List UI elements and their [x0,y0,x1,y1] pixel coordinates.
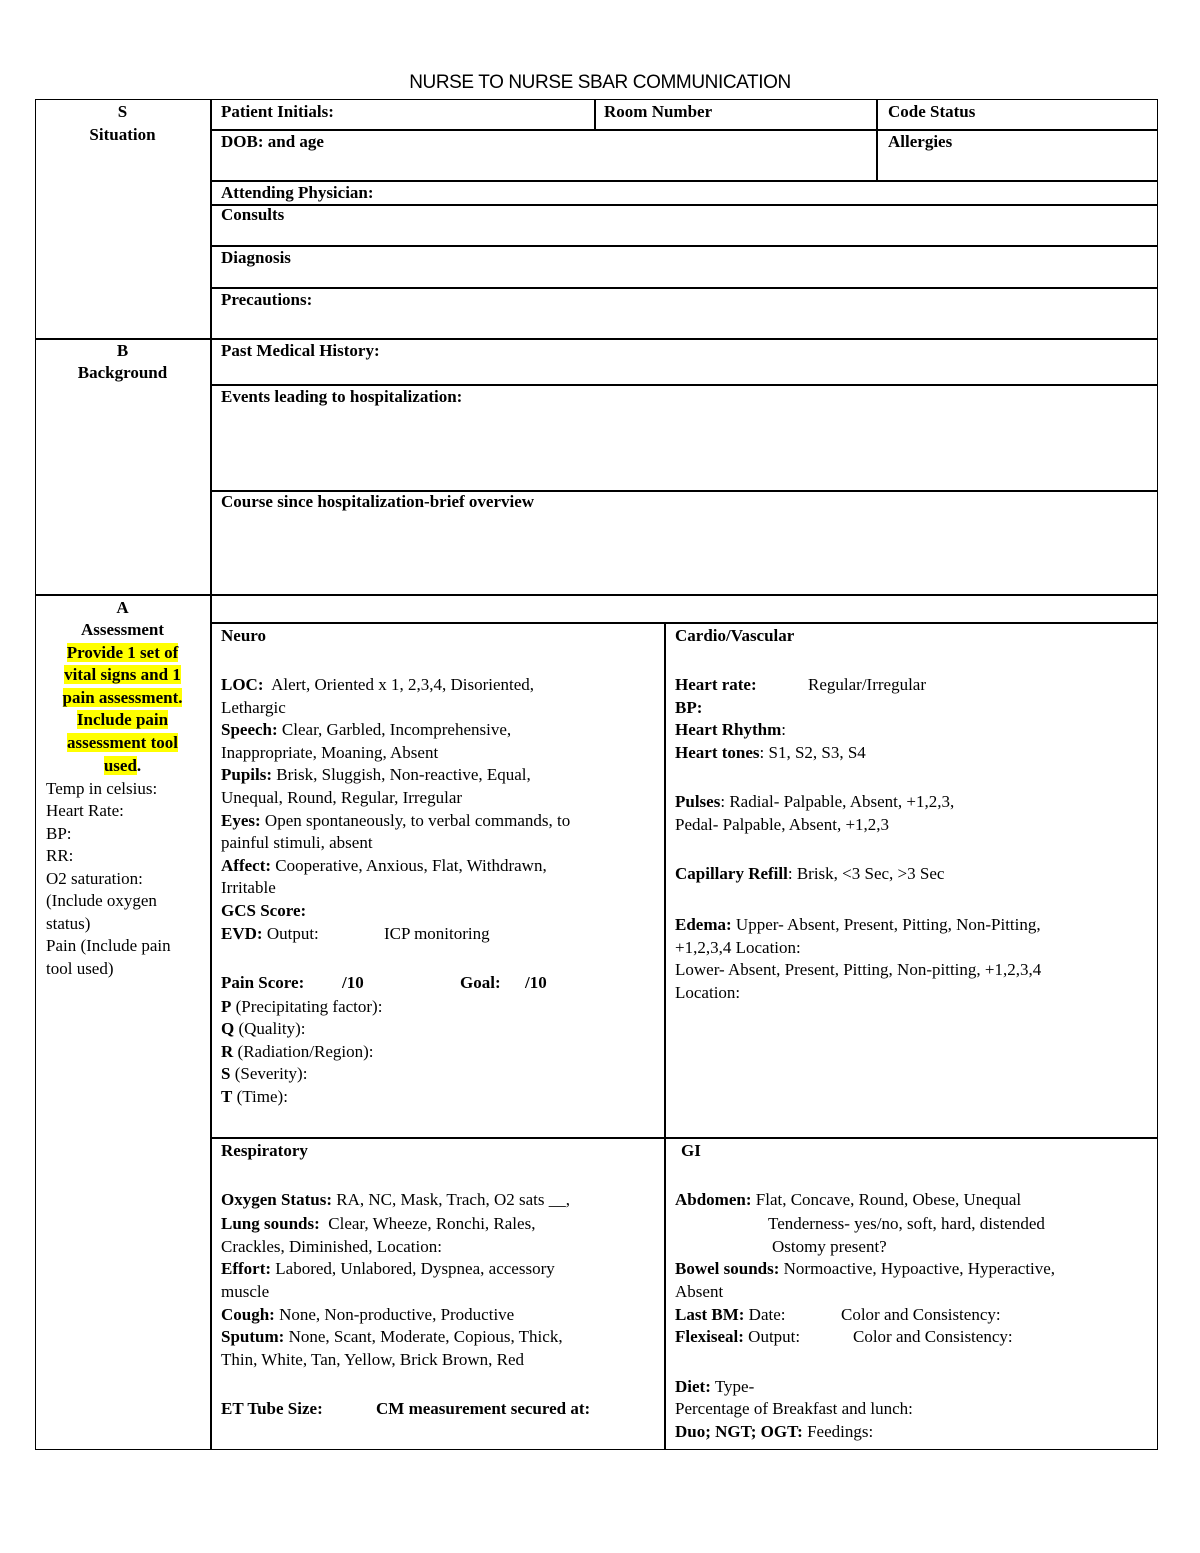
row-divider [210,287,1158,289]
sputum-line: Thin, White, Tan, Yellow, Brick Brown, Red [221,1350,525,1369]
cm-measurement-field[interactable]: CM measurement secured at: [376,1399,591,1418]
gcs-score-field[interactable]: GCS Score: [221,901,307,920]
cough-line: Cough: None, Non-productive, Productive [221,1305,515,1324]
background-letter: B [116,341,129,360]
background-assessment-divider [35,594,1158,596]
sputum-line: Sputum: None, Scant, Moderate, Copious, Thick, [221,1327,563,1346]
assessment-label: Assessment [80,620,165,639]
affect-line: Irritable [221,878,276,897]
pulses-line: Pulses: Radial- Palpable, Absent, +1,2,3, [675,792,955,811]
cell-divider [594,99,596,130]
situation-label: Situation [89,125,156,144]
pupils-line: Unequal, Round, Regular, Irregular [221,788,463,807]
et-tube-size-field[interactable]: ET Tube Size: [221,1399,323,1418]
pqrst-p: P (Precipitating factor): [221,997,383,1016]
icp-monitoring: ICP monitoring [384,924,490,943]
heart-tones-line: Heart tones: S1, S2, S3, S4 [675,743,866,762]
instruction-line: Provide 1 set of [66,643,179,662]
edema-line: Edema: Upper- Absent, Present, Pitting, Non-Pitting, [675,915,1041,934]
background-label: Background [77,363,168,382]
instruction-line: vital signs and 1 [64,665,181,684]
cardio-header: Cardio/Vascular [675,626,795,645]
eyes-line: painful stimuli, absent [221,833,373,852]
ostomy-line: Ostomy present? [772,1237,887,1256]
vital-pain: Pain (Include pain [46,936,171,955]
speech-line: Inappropriate, Moaning, Absent [221,743,439,762]
bowel-sounds-line: Absent [675,1282,724,1301]
effort-line: muscle [221,1282,270,1301]
feedings-line: Duo; NGT; OGT: Feedings: [675,1422,874,1441]
attending-physician-field[interactable]: Attending Physician: [221,183,374,202]
label-column-divider [210,99,212,1450]
past-medical-history-field[interactable]: Past Medical History: [221,341,380,360]
instruction-line: used. [103,756,142,775]
cell-divider [876,99,878,180]
flexiseal-color: Color and Consistency: [853,1327,1013,1346]
pulses-line: Pedal- Palpable, Absent, +1,2,3 [675,815,890,834]
edema-line: Location: [675,983,741,1002]
evd-line: EVD: Output: [221,924,319,943]
pqrst-s: S (Severity): [221,1064,308,1083]
goal-unit: /10 [525,973,547,992]
room-number-field[interactable]: Room Number [604,102,713,121]
vital-o2-note: (Include oxygen [46,891,157,910]
vital-rr: RR: [46,846,74,865]
vital-o2: O2 saturation: [46,869,143,888]
diet-line: Diet: Type- [675,1377,755,1396]
gi-header: GI [681,1141,701,1160]
row-divider [210,1137,1158,1139]
respiratory-header: Respiratory [221,1141,308,1160]
vital-heart-rate: Heart Rate: [46,801,124,820]
code-status-field[interactable]: Code Status [888,102,976,121]
lung-sounds-line: Crackles, Diminished, Location: [221,1237,442,1256]
pqrst-r: R (Radiation/Region): [221,1042,374,1061]
pupils-line: Pupils: Brisk, Sluggish, Non-reactive, Equal, [221,765,531,784]
goal-label[interactable]: Goal: [460,973,501,992]
vital-pain-note: tool used) [46,959,114,978]
heart-rhythm-line: Heart Rhythm: [675,720,786,739]
last-bm-line: Last BM: Date: [675,1305,786,1324]
pqrst-q: Q (Quality): [221,1019,306,1038]
assessment-letter: A [116,598,129,617]
situation-letter: S [117,102,128,121]
pqrst-t: T (Time): [221,1087,288,1106]
row-divider [210,622,1158,624]
pain-score-unit: /10 [342,973,364,992]
dob-age-field[interactable]: DOB: and age [221,132,324,151]
instruction-line: pain assessment. [62,688,183,707]
effort-line: Effort: Labored, Unlabored, Dyspnea, accessory [221,1259,555,1278]
patient-initials-field[interactable]: Patient Initials: [221,102,334,121]
oxygen-status-line: Oxygen Status: RA, NC, Mask, Trach, O2 sats __, [221,1190,571,1209]
edema-line: +1,2,3,4 Location: [675,938,801,957]
heart-rate-label[interactable]: Heart rate: [675,675,757,694]
affect-line: Affect: Cooperative, Anxious, Flat, Withdrawn, [221,856,547,875]
instruction-line: Include pain [76,710,169,729]
bowel-sounds-line: Bowel sounds: Normoactive, Hypoactive, Hyperactive, [675,1259,1056,1278]
edema-line: Lower- Absent, Present, Pitting, Non-pitting, +1,2,3,4 [675,960,1042,979]
allergies-field[interactable]: Allergies [888,132,953,151]
consults-field[interactable]: Consults [221,205,285,224]
page-title: NURSE TO NURSE SBAR COMMUNICATION [409,72,791,93]
percentage-line: Percentage of Breakfast and lunch: [675,1399,913,1418]
events-leading-field[interactable]: Events leading to hospitalization: [221,387,463,406]
loc-line: Lethargic [221,698,286,717]
course-since-hospitalization-field[interactable]: Course since hospitalization-brief overview [221,492,535,511]
diagnosis-field[interactable]: Diagnosis [221,248,291,267]
row-divider [210,129,1158,131]
eyes-line: Eyes: Open spontaneously, to verbal commands, to [221,811,571,830]
vital-temp: Temp in celsius: [46,779,158,798]
loc-line: LOC: Alert, Oriented x 1, 2,3,4, Disoriented, [221,675,535,694]
vital-bp: BP: [46,824,72,843]
heart-rate-options: Regular/Irregular [808,675,926,694]
instruction-line: assessment tool [67,733,178,752]
neuro-header: Neuro [221,626,267,645]
vital-o2-note: status) [46,914,91,933]
capillary-refill-line: Capillary Refill: Brisk, <3 Sec, >3 Sec [675,864,945,883]
row-divider [210,245,1158,247]
flexiseal-line: Flexiseal: Output: [675,1327,801,1346]
cell-divider [664,622,666,1450]
lung-sounds-line: Lung sounds: Clear, Wheeze, Ronchi, Rales, [221,1214,536,1233]
precautions-field[interactable]: Precautions: [221,290,313,309]
tenderness-line: Tenderness- yes/no, soft, hard, distended [768,1214,1045,1233]
bp-label[interactable]: BP: [675,698,703,717]
pain-score-label[interactable]: Pain Score: [221,973,305,992]
speech-line: Speech: Clear, Garbled, Incomprehensive, [221,720,512,739]
abdomen-line: Abdomen: Flat, Concave, Round, Obese, Unequal [675,1190,1022,1209]
last-bm-color: Color and Consistency: [841,1305,1001,1324]
